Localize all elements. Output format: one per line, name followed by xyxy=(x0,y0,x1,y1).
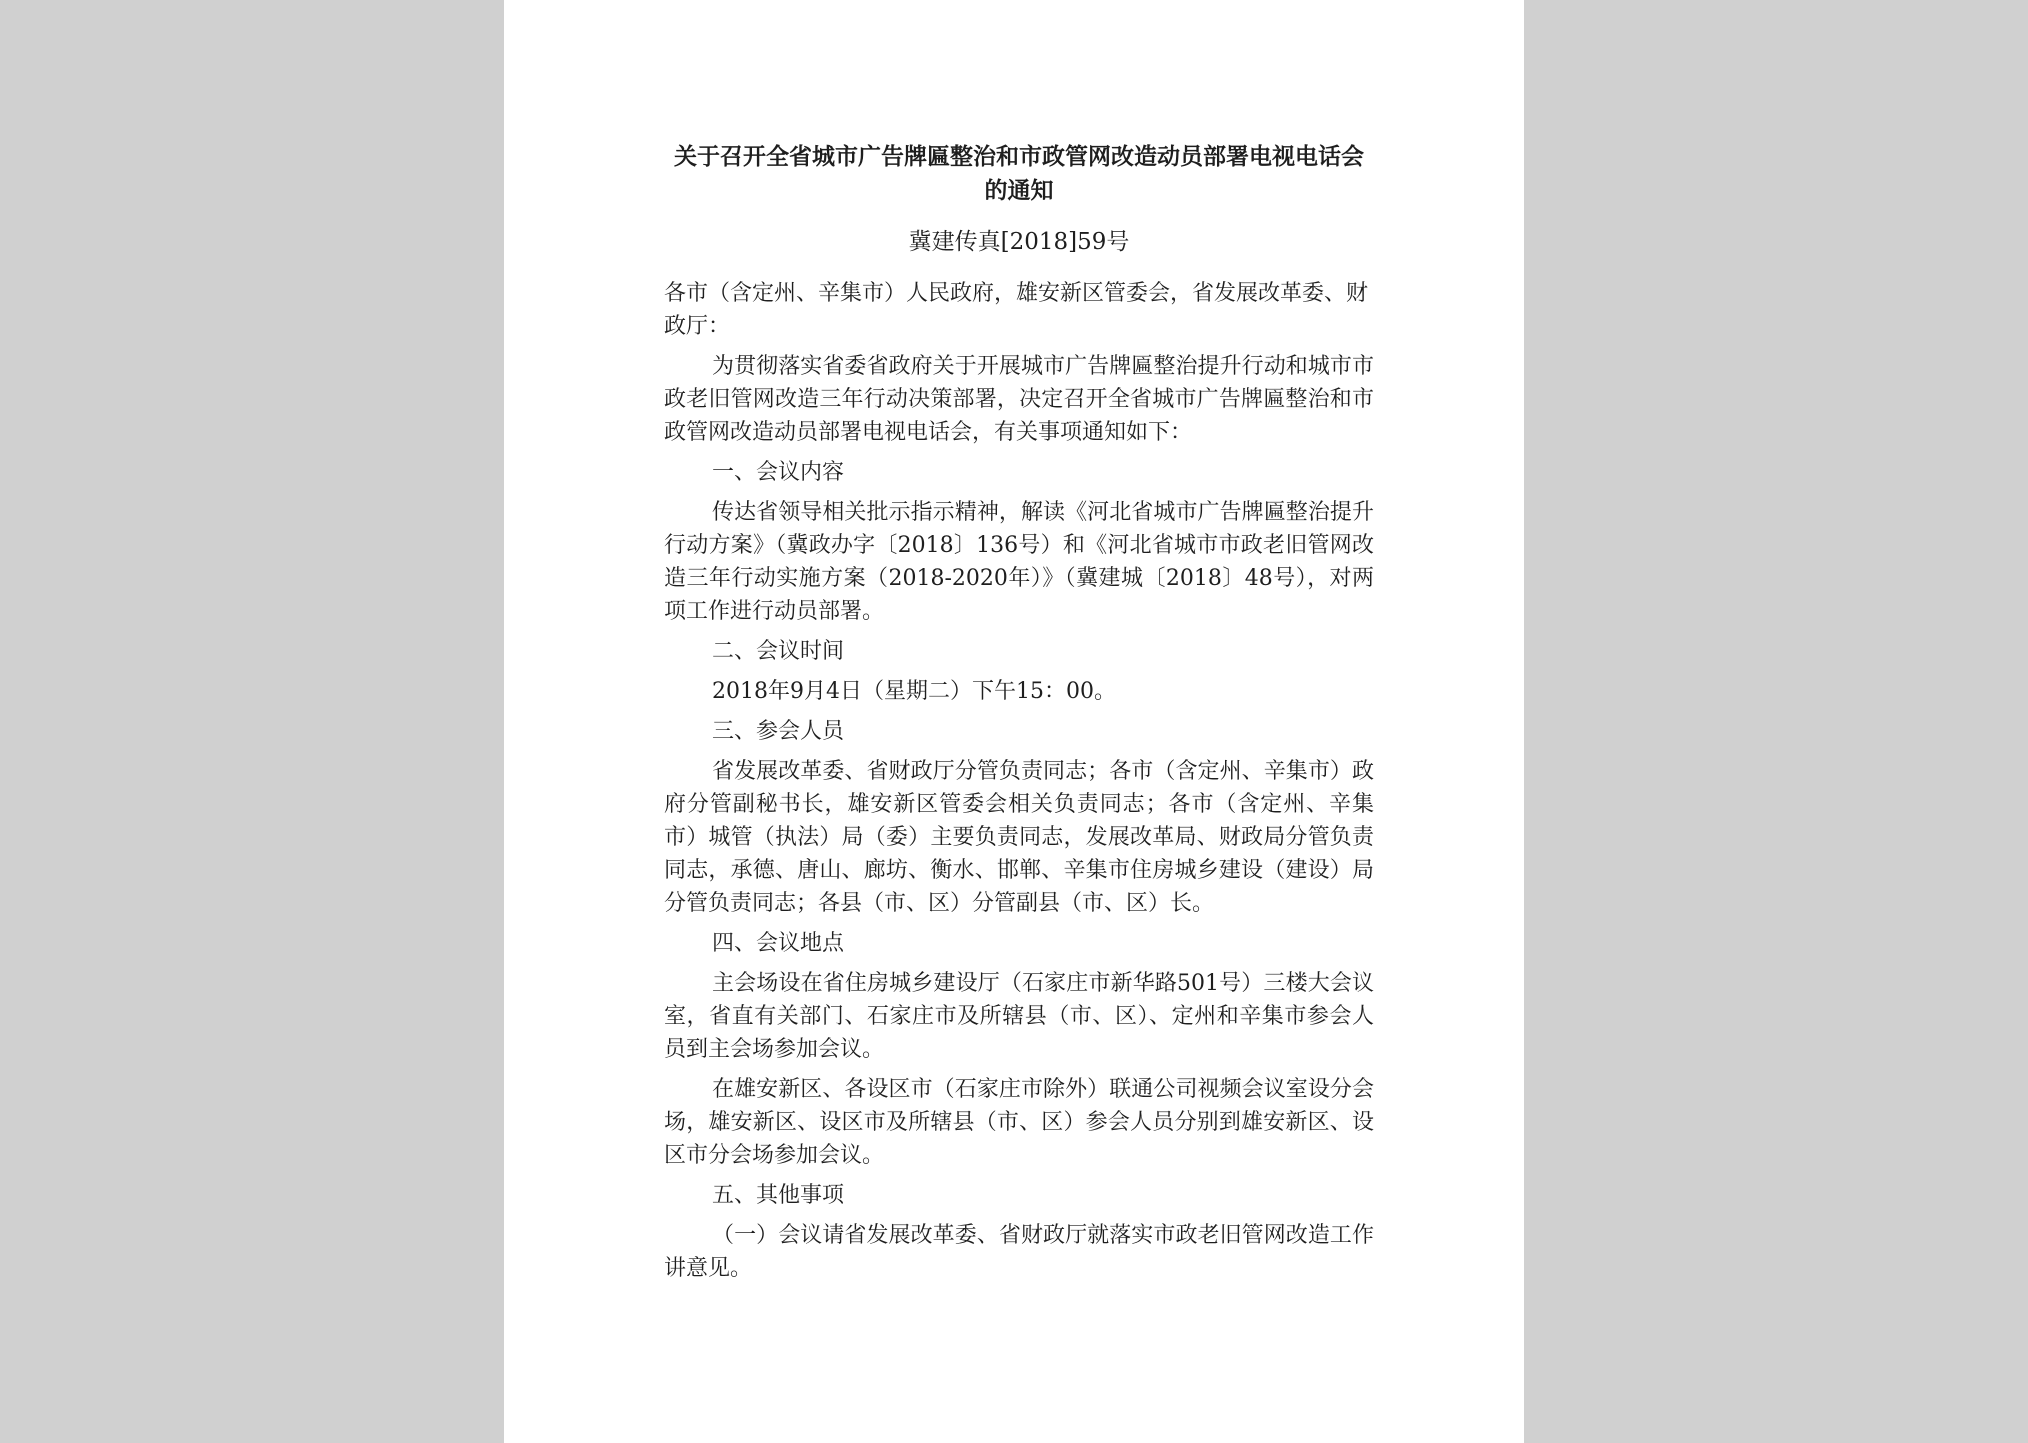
intro-paragraph: 为贯彻落实省委省政府关于开展城市广告牌匾整治提升行动和城市市政老旧管网改造三年行动决策部署，决定召开全省城市广告牌匾整治和市政管网改造动员部署电视电话会，有关事项通知如下： xyxy=(664,354,1374,445)
document-page xyxy=(504,0,1524,1443)
salutation: 各市（含定州、辛集市）人民政府，雄安新区管委会，省发展改革委、财政厅： xyxy=(664,281,1369,339)
section-heading-time: 二、会议时间 xyxy=(712,639,845,664)
section-heading-content: 一、会议内容 xyxy=(712,460,845,485)
document-title: 关于召开全省城市广告牌匾整治和市政管网改造动员部署电视电话会的通知 xyxy=(674,143,1364,204)
section-heading-other: 五、其他事项 xyxy=(712,1183,845,1208)
content-paragraph: 传达省领导相关批示指示精神，解读《河北省城市广告牌匾整治提升行动方案》（冀政办字〔2018〕136号）和《河北省城市市政老旧管网改造三年行动实施方案（2018-2020年）》（冀建城〔2018〕48号），对两项工作进行动员部署。 xyxy=(664,500,1374,624)
section-heading-attendees: 三、参会人员 xyxy=(712,719,845,744)
document-number: 冀建传真[2018]59号 xyxy=(908,229,1130,255)
document-content xyxy=(664,140,1374,1292)
time-paragraph: 2018年9月4日（星期二）下午15：00。 xyxy=(712,679,1116,704)
branch-venue-paragraph: 在雄安新区、各设区市（石家庄市除外）联通公司视频会议室设分会场，雄安新区、设区市及所辖县（市、区）参会人员分别到雄安新区、设区市分会场参加会议。 xyxy=(664,1077,1374,1168)
section-heading-location: 四、会议地点 xyxy=(712,931,845,956)
attendees-paragraph: 省发展改革委、省财政厅分管负责同志；各市（含定州、辛集市）政府分管副秘书长，雄安新区管委会相关负责同志；各市（含定州、辛集市）城管（执法）局（委）主要负责同志，发展改革局、财政局分管负责同志，承德、唐山、廊坊、衡水、邯郸、辛集市住房城乡建设（建设）局分管负责同志；各县（市、区）分管副县（市、区）长。 xyxy=(664,759,1374,916)
other-item-paragraph: （一）会议请省发展改革委、省财政厅就落实市政老旧管网改造工作讲意见。 xyxy=(664,1223,1374,1281)
main-venue-paragraph: 主会场设在省住房城乡建设厅（石家庄市新华路501号）三楼大会议室，省直有关部门、石家庄市及所辖县（市、区）、定州和辛集市参会人员到主会场参加会议。 xyxy=(664,971,1374,1062)
